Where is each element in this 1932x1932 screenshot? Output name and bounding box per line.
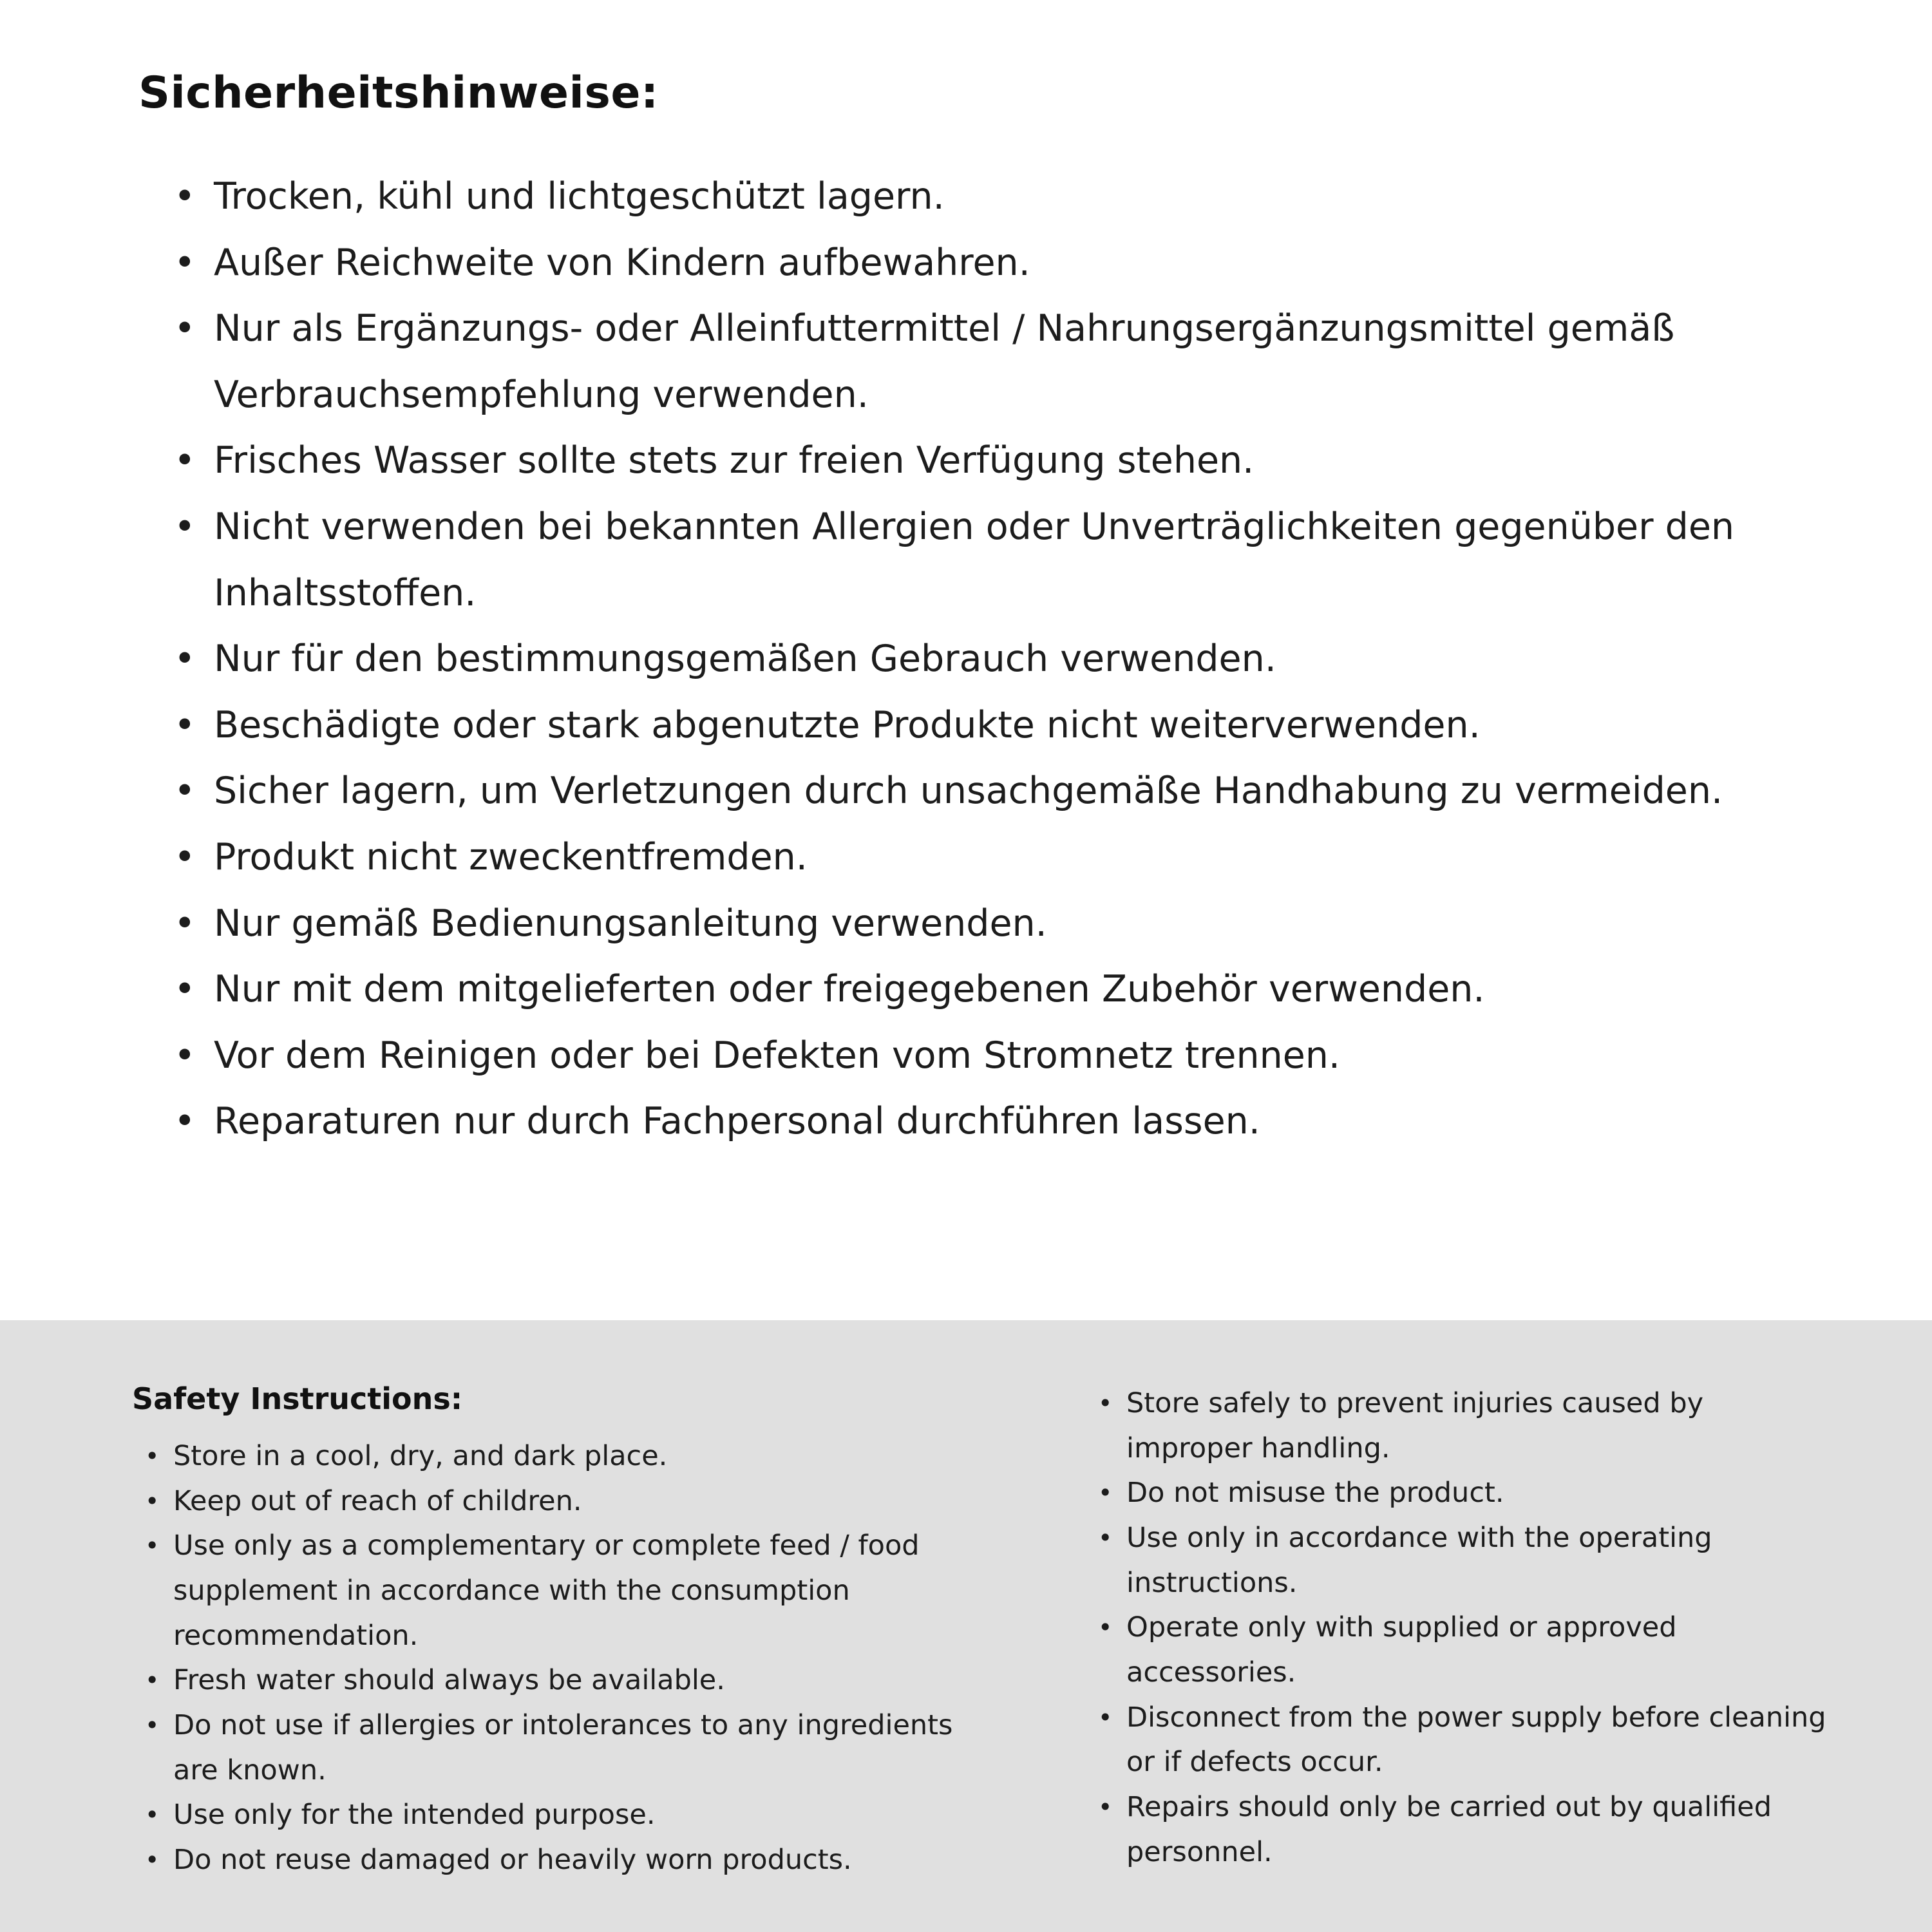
german-list-item	[174, 758, 1823, 824]
english-list-item-text: Store in a cool, dry, and dark place.	[173, 1440, 668, 1472]
english-list-item	[145, 1524, 989, 1658]
bullet-marker: •	[1098, 1792, 1113, 1821]
german-list-item	[174, 824, 1823, 891]
bullet-marker: •	[174, 968, 196, 1011]
bullet-marker: •	[145, 1531, 160, 1560]
german-list-item-text: Produkt nicht zweckentfremden.	[214, 835, 808, 878]
bullet-marker: •	[174, 241, 196, 284]
english-columns	[132, 1381, 1835, 1883]
german-list-item	[174, 494, 1823, 626]
english-list-item	[145, 1658, 989, 1703]
bullet-marker: •	[174, 1100, 196, 1143]
english-list-item-text: Keep out of reach of children.	[173, 1484, 582, 1517]
bullet-marker: •	[145, 1710, 160, 1739]
bullet-marker: •	[1098, 1613, 1113, 1642]
bullet-marker: •	[145, 1845, 160, 1874]
english-list-item	[1098, 1381, 1835, 1471]
english-list-item	[1098, 1605, 1835, 1695]
english-left-column	[132, 1381, 989, 1883]
english-list-item-text: Use only for the intended purpose.	[173, 1799, 656, 1832]
bullet-marker: •	[174, 505, 196, 548]
bullet-marker: •	[145, 1442, 160, 1470]
english-right-column	[1098, 1381, 1835, 1875]
bullet-marker: •	[174, 902, 196, 945]
bullet-marker: •	[174, 307, 196, 350]
bullet-marker: •	[1098, 1523, 1113, 1552]
german-list-item-text: Trocken, kühl und lichtgeschützt lagern.	[214, 175, 945, 218]
bullet-marker: •	[174, 1034, 196, 1077]
german-list-item-text: Nur als Ergänzungs- oder Alleinfuttermittel / Nahrungsergänzungsmittel gemäß Verbrauchsempfehlung verwenden.	[214, 307, 1675, 416]
bullet-marker: •	[174, 175, 196, 218]
german-bullet-list	[138, 164, 1823, 1155]
bullet-marker: •	[174, 439, 196, 482]
english-list-item	[1098, 1471, 1835, 1516]
english-list-item-text: Operate only with supplied or approved accessories.	[1126, 1611, 1677, 1689]
bullet-marker: •	[1098, 1389, 1113, 1417]
german-list-item	[174, 692, 1823, 759]
german-list-item-text: Sicher lagern, um Verletzungen durch unsachgemäße Handhabung zu vermeiden.	[214, 770, 1723, 813]
english-safety-section	[0, 1320, 1932, 1932]
german-list-item	[174, 164, 1823, 230]
english-list-item-text: Disconnect from the power supply before cleaning or if defects occur.	[1126, 1701, 1826, 1779]
english-list-item	[1098, 1785, 1835, 1875]
english-section-title: Safety Instructions:	[132, 1381, 463, 1416]
german-list-item	[174, 230, 1823, 296]
english-list-item-text: Do not use if allergies or intolerances to any ingredients are known.	[173, 1709, 953, 1786]
german-list-item-text: Außer Reichweite von Kindern aufbewahren.	[214, 241, 1030, 284]
bullet-marker: •	[145, 1801, 160, 1830]
german-list-item-text: Beschädigte oder stark abgenutzte Produkte nicht weiterverwenden.	[214, 703, 1481, 746]
bullet-marker: •	[145, 1666, 160, 1695]
german-list-item-text: Nur für den bestimmungsgemäßen Gebrauch verwenden.	[214, 638, 1276, 681]
german-list-item	[174, 1088, 1823, 1155]
english-list-item	[145, 1838, 989, 1883]
english-right-bullet-list	[1098, 1381, 1835, 1875]
german-section-title: Sicherheitshinweise:	[138, 68, 659, 118]
english-list-item	[1098, 1696, 1835, 1785]
german-list-item	[174, 296, 1823, 428]
german-list-item	[174, 956, 1823, 1023]
german-list-item	[174, 1023, 1823, 1089]
english-left-bullet-list	[132, 1434, 989, 1883]
german-list-item-text: Nur mit dem mitgelieferten oder freigegebenen Zubehör verwenden.	[214, 968, 1485, 1011]
german-list-item-text: Reparaturen nur durch Fachpersonal durchführen lassen.	[214, 1100, 1260, 1143]
english-list-item-text: Do not reuse damaged or heavily worn products.	[173, 1843, 852, 1876]
english-list-item-text: Store safely to prevent injuries caused by improper handling.	[1126, 1387, 1704, 1464]
english-list-item-text: Repairs should only be carried out by qualified personnel.	[1126, 1790, 1772, 1868]
english-list-item-text: Fresh water should always be available.	[173, 1664, 725, 1697]
german-list-item	[174, 626, 1823, 692]
english-list-item	[1098, 1516, 1835, 1605]
german-list-item	[174, 428, 1823, 494]
german-list-item-text: Nicht verwenden bei bekannten Allergien oder Unverträglichkeiten gegenüber den Inhaltsstoffen.	[214, 505, 1735, 614]
bullet-marker: •	[174, 703, 196, 746]
german-list-item-text: Vor dem Reinigen oder bei Defekten vom Stromnetz trennen.	[214, 1034, 1341, 1077]
english-list-item	[145, 1793, 989, 1838]
english-list-item-text: Use only in accordance with the operating instructions.	[1126, 1521, 1712, 1599]
german-list-item-text: Frisches Wasser sollte stets zur freien Verfügung stehen.	[214, 439, 1255, 482]
german-list-item-text: Nur gemäß Bedienungsanleitung verwenden.	[214, 902, 1047, 945]
bullet-marker: •	[1098, 1479, 1113, 1508]
english-list-item	[145, 1703, 989, 1793]
german-list-item	[174, 891, 1823, 957]
bullet-marker: •	[174, 770, 196, 813]
bullet-marker: •	[174, 835, 196, 878]
english-list-item	[145, 1434, 989, 1479]
bullet-marker: •	[145, 1486, 160, 1515]
english-list-item-text: Use only as a complementary or complete feed / food supplement in accordance with the consumption recommendation.	[173, 1530, 920, 1652]
bullet-marker: •	[174, 638, 196, 681]
bullet-marker: •	[1098, 1703, 1113, 1732]
english-list-item-text: Do not misuse the product.	[1126, 1477, 1504, 1510]
english-list-item	[145, 1479, 989, 1524]
